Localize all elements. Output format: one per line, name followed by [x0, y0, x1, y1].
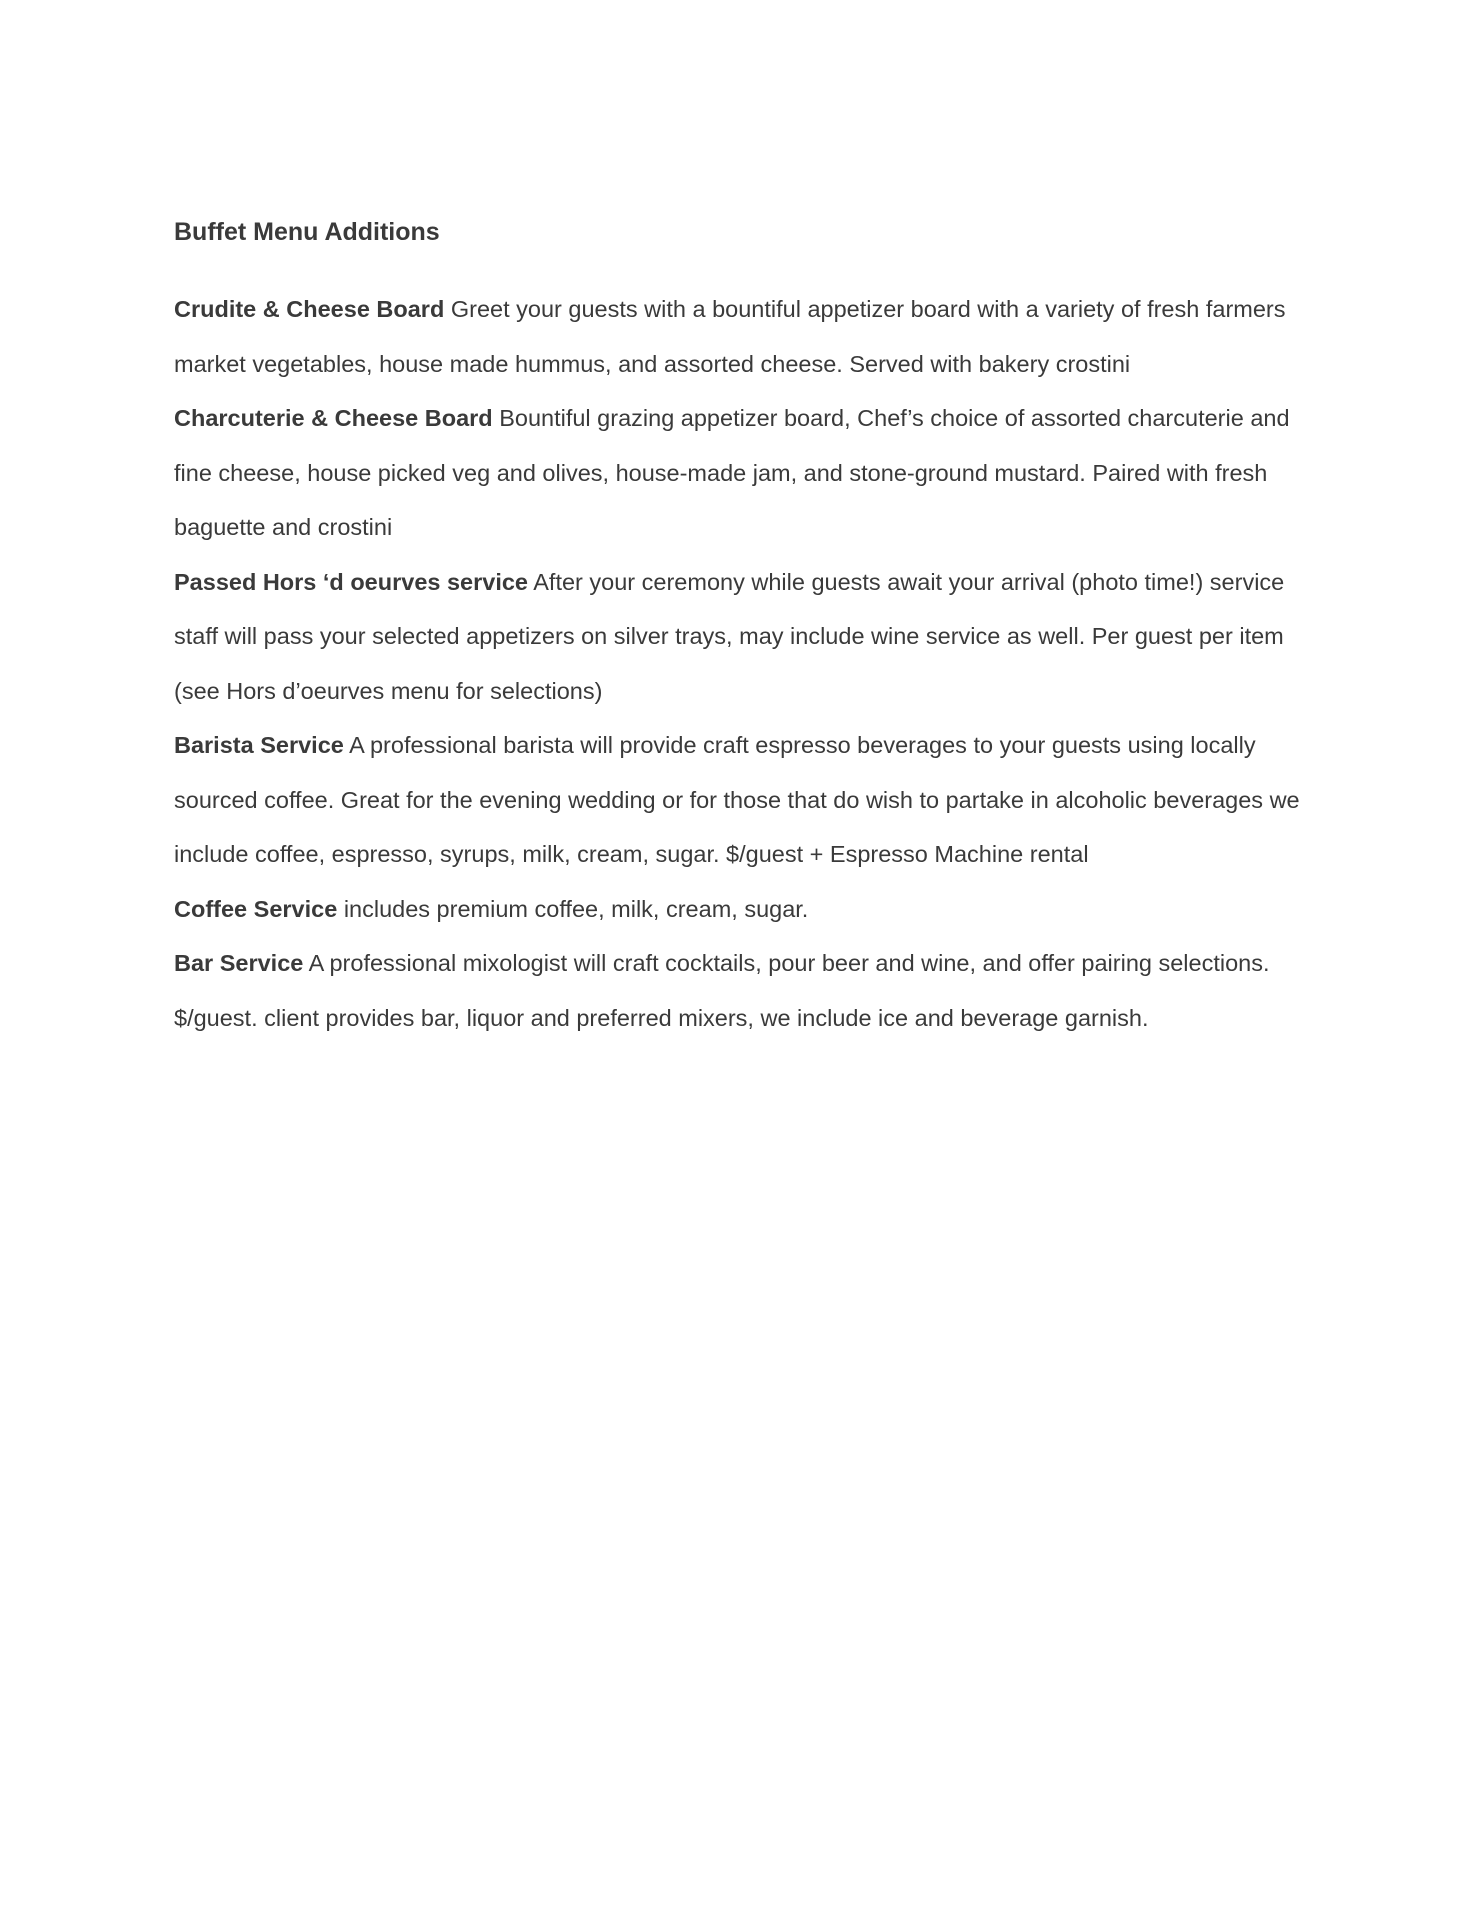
menu-item-description: Bountiful grazing appetizer board, Chef’s choice of assorted charcuterie and fine cheese, house picked veg and olives, house-made jam, and stone-ground mustard. Paired with fresh baguette and crostini [174, 405, 1290, 540]
menu-item-barista-service [174, 718, 1314, 882]
menu-item-description: includes premium coffee, milk, cream, sugar. [343, 895, 809, 922]
menu-item-name: Passed Hors ‘d oeurves service [174, 568, 529, 595]
menu-item-name: Bar Service [174, 950, 304, 976]
menu-item-description: Greet your guests with a bountiful appetizer board with a variety of fresh farmers market vegetables, house made hummus, and assorted cheese. Served with bakery crostini [174, 296, 1286, 377]
menu-item-charcuterie [174, 391, 1314, 555]
page-title: Buffet Menu Additions [174, 218, 440, 246]
menu-item-description: A professional mixologist will craft cocktails, pour beer and wine, and offer pairing selections. $/guest. client provides bar, liquor and preferred mixers, we include ice and beverage garnish. [174, 950, 1270, 1031]
menu-item-name: Barista Service [174, 732, 344, 758]
menu-item-bar-service [174, 936, 1314, 1045]
menu-item-description: A professional barista will provide craft espresso beverages to your guests using locally sourced coffee. Great for the evening wedding or for those that do wish to partake in alcoholic beverages we include coffee, espresso, syrups, milk, cream, sugar. $/guest + Espresso Machine rental [174, 732, 1300, 867]
menu-item-crudite [174, 282, 1314, 391]
menu-item-name: Charcuterie & Cheese Board [174, 405, 493, 431]
menu-item-passed-hors-doeurves [174, 555, 1314, 719]
menu-item-description: After your ceremony while guests await your arrival (photo time!) service staff will pass your selected appetizers on silver trays, may include wine service as well. Per guest per item (see Hors d’oeurves menu for selections) [174, 568, 1285, 704]
menu-item-name: Crudite & Cheese Board [174, 296, 445, 322]
document-content [174, 212, 1314, 1045]
menu-item-coffee-service [174, 882, 1314, 937]
menu-item-name: Coffee Service [174, 895, 338, 922]
